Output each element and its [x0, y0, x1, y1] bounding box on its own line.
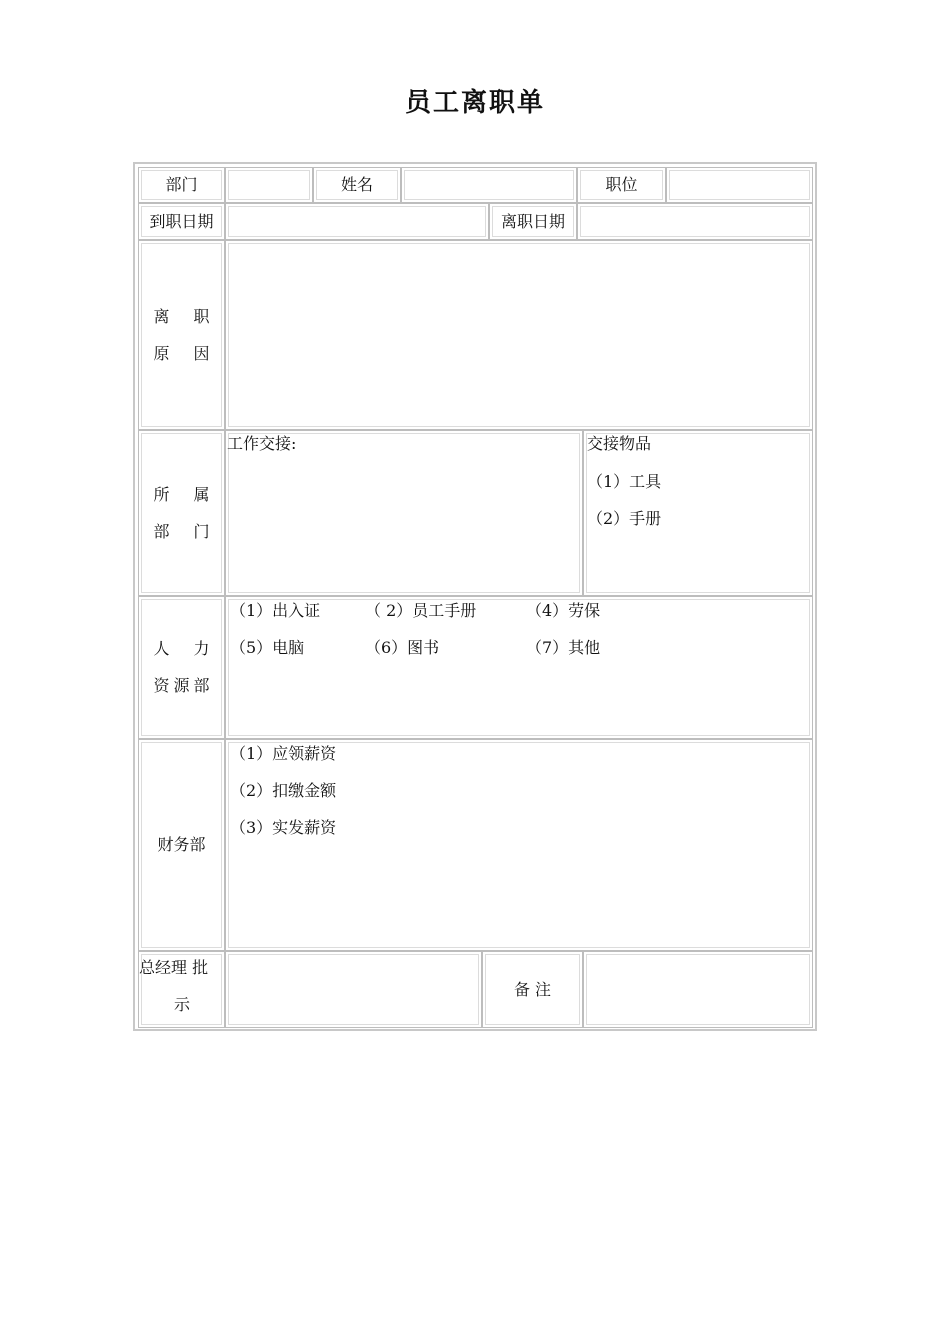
handover-items-area — [583, 430, 813, 596]
department-label-line2: 部 门 — [153, 521, 210, 541]
finance-item: （2）扣缴金额 — [230, 781, 337, 800]
dept-field[interactable] — [225, 167, 313, 203]
hr-label — [138, 596, 225, 739]
hr-item: （7）其他 — [526, 638, 601, 657]
approval-field[interactable] — [225, 951, 482, 1028]
finance-area — [225, 739, 813, 951]
hr-item: （4）劳保 — [526, 601, 601, 620]
reason-label — [138, 240, 225, 430]
reason-label-line2: 原 因 — [153, 343, 210, 363]
reason-field[interactable] — [225, 240, 813, 430]
finance-item: （3）实发薪资 — [230, 818, 337, 837]
hr-checklist — [225, 596, 813, 739]
hr-item: （1）出入证 — [230, 601, 321, 620]
finance-item: （1）应领薪资 — [230, 744, 337, 763]
join-date-label: 到职日期 — [138, 203, 225, 240]
hr-label-line1: 人 力 — [153, 639, 210, 658]
resignation-form — [133, 162, 817, 1031]
position-field[interactable] — [666, 167, 813, 203]
handover-items-title: 交接物品 — [587, 434, 652, 453]
name-field[interactable] — [401, 167, 577, 203]
department-label-line1: 所 属 — [153, 484, 210, 504]
department-label — [138, 430, 225, 596]
hr-item: （ 2）员工手册 — [365, 601, 477, 620]
name-label: 姓名 — [313, 167, 401, 203]
leave-date-field[interactable] — [577, 203, 813, 240]
handover-area[interactable] — [225, 430, 583, 596]
hr-item: （6）图书 — [365, 638, 440, 657]
remark-field[interactable] — [583, 951, 813, 1028]
handover-item: （1）工具 — [587, 472, 662, 491]
approval-label-line2: 示 — [174, 995, 191, 1014]
hr-label-line2: 资源部 — [153, 676, 210, 695]
approval-label-line1: 总经理 批 — [139, 958, 209, 977]
handover-title: 工作交接: — [227, 434, 297, 453]
finance-label: 财务部 — [138, 739, 225, 951]
hr-item: （5）电脑 — [230, 638, 305, 657]
position-label: 职位 — [577, 167, 666, 203]
reason-label-line1: 离 职 — [153, 306, 210, 326]
leave-date-label: 离职日期 — [489, 203, 577, 240]
handover-item: （2）手册 — [587, 509, 662, 528]
approval-label — [138, 951, 225, 1028]
join-date-field[interactable] — [225, 203, 489, 240]
page-title: 员工离职单 — [404, 88, 545, 118]
remark-label: 备 注 — [482, 951, 583, 1028]
dept-label: 部门 — [138, 167, 225, 203]
